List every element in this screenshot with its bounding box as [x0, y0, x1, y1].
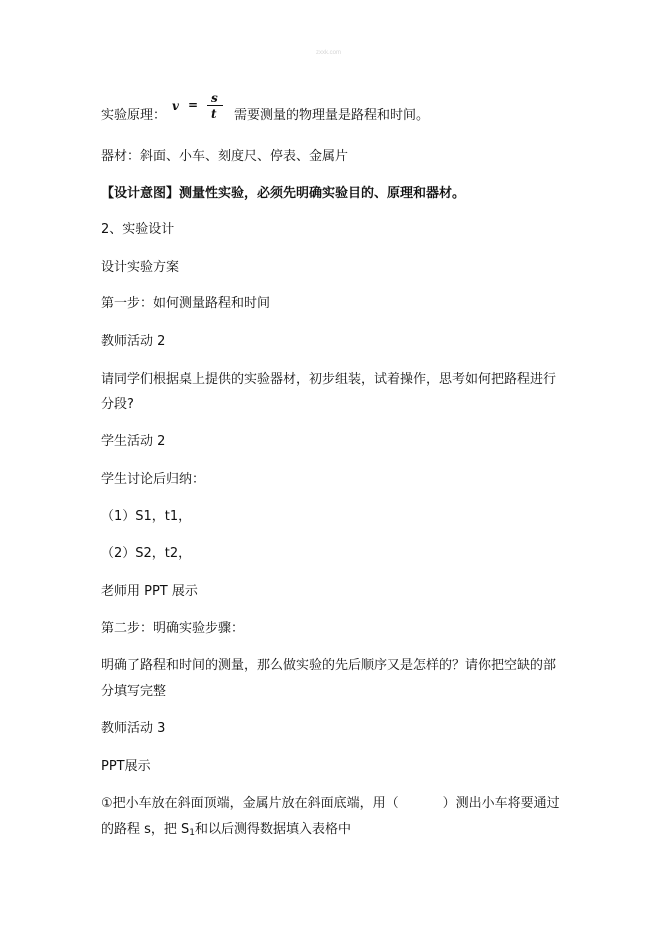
design-plan: 设计实验方案 — [101, 260, 180, 275]
step-a-line2-sub: 1 — [189, 828, 196, 838]
summary-item-2: （2）S2，t2， — [101, 546, 192, 561]
speed-formula — [172, 92, 232, 128]
ppt-label: PPT展示 — [101, 759, 151, 774]
design-intent: 【设计意图】测量性实验，必须先明确实验目的、原理和器材。 — [101, 186, 466, 201]
step-a-line1-pre: ①把小车放在斜面顶端，金属片放在斜面底端，用（ — [101, 796, 399, 811]
step-a-line2-post: 和以后测得数据填入表格中 — [195, 822, 352, 837]
fraction-bar — [207, 105, 223, 106]
question1-line2: 分段? — [101, 397, 134, 412]
principle-suffix: 需要测量的物理量是路程和时间。 — [234, 108, 430, 123]
teacher-activity-3: 教师活动 3 — [101, 721, 166, 736]
step-a-line1-post: ）测出小车将要通过 — [442, 796, 560, 811]
principle-label: 实验原理： — [101, 108, 167, 123]
step-a-line2 — [101, 822, 351, 841]
formula-v: v — [172, 99, 179, 113]
student-summary: 学生讨论后归纳： — [101, 472, 206, 487]
step-a-line1 — [101, 796, 560, 812]
step2-heading: 第二步：明确实验步骤： — [101, 621, 245, 636]
ppt-show-line: 老师用 PPT 展示 — [101, 584, 198, 599]
summary-item-1: （1）S1，t1， — [101, 509, 192, 524]
question2-line2: 分填写完整 — [101, 684, 167, 699]
equipment-line: 器材：斜面、小车、刻度尺、停表、金属片 — [101, 149, 349, 164]
step-a-line2-pre: 的路程 s，把 S — [101, 822, 190, 837]
step1-heading: 第一步：如何测量路程和时间 — [101, 296, 271, 311]
formula-t: t — [211, 107, 217, 121]
formula-s: s — [211, 91, 218, 105]
question2-line1: 明确了路程和时间的测量，那么做实验的先后顺序又是怎样的？请你把空缺的部 — [101, 658, 557, 673]
student-activity-2: 学生活动 2 — [101, 434, 166, 449]
teacher-activity-2: 教师活动 2 — [101, 334, 166, 349]
section-heading: 2、实验设计 — [101, 222, 175, 237]
formula-equals: = — [188, 98, 199, 112]
question1-line1: 请同学们根据桌上提供的实验器材，初步组装，试着操作，思考如何把路程进行 — [101, 372, 557, 387]
watermark: zxxk.com — [316, 50, 342, 56]
